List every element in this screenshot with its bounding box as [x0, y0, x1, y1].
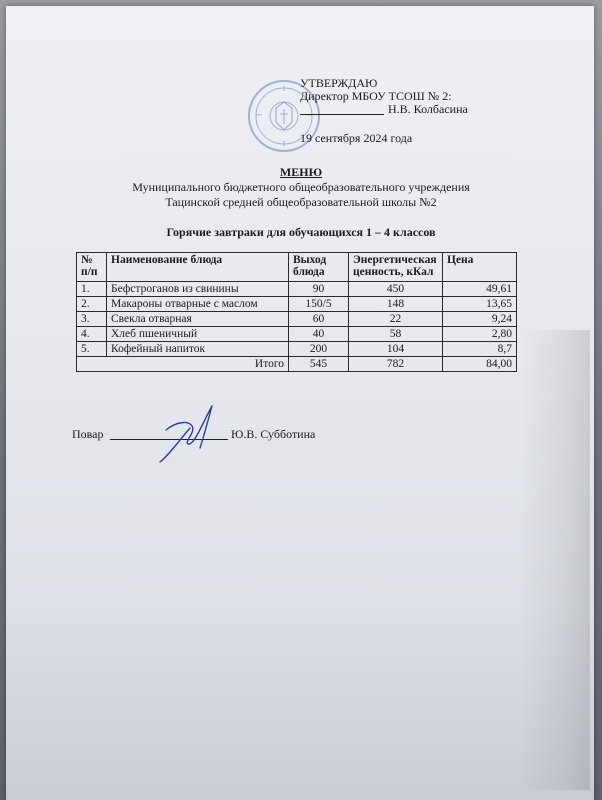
- page-title: МЕНЮ: [279, 165, 323, 179]
- total-energy: 782: [349, 357, 443, 372]
- cell-energy: 148: [349, 297, 443, 312]
- table-row: [77, 342, 517, 357]
- cell-name: Бефстроганов из свинины: [107, 282, 289, 297]
- cell-price: 9,24: [443, 312, 517, 327]
- header-num-line2: п/п: [81, 266, 98, 278]
- header-energy-line2: ценность, кКал: [353, 266, 434, 278]
- cell-yield: 60: [289, 312, 349, 327]
- header-num-line1: №: [81, 254, 93, 266]
- cook-signature-icon: [148, 398, 228, 468]
- cell-yield: 200: [289, 342, 349, 357]
- table-row: [77, 297, 517, 312]
- cell-price: 13,65: [443, 297, 517, 312]
- cell-yield: 90: [289, 282, 349, 297]
- total-yield: 545: [289, 357, 349, 372]
- total-price: 84,00: [443, 357, 517, 372]
- cell-name: Макароны отварные с маслом: [107, 297, 289, 312]
- cell-num: 2.: [77, 297, 107, 312]
- approval-date: 19 сентября 2024 года: [300, 131, 413, 145]
- cell-price: 2,80: [443, 327, 517, 342]
- total-label: Итого: [77, 357, 289, 372]
- header-name: Наименование блюда: [107, 253, 289, 282]
- header-price: Цена: [443, 253, 517, 282]
- menu-subtitle: Горячие завтраки для обучающихся 1 – 4 классов: [166, 225, 436, 239]
- cell-price: 49,61: [443, 282, 517, 297]
- cell-num: 3.: [77, 312, 107, 327]
- paper-fold-shadow: [520, 330, 590, 790]
- cell-name: Хлеб пшеничный: [107, 327, 289, 342]
- cell-name: Свекла отварная: [107, 312, 289, 327]
- director-sign-line: [300, 114, 384, 115]
- header-yield-line2: блюда: [293, 266, 325, 278]
- table-row: [77, 327, 517, 342]
- approval-title: УТВЕРЖДАЮ: [300, 76, 378, 90]
- org-line-2: Тацинской средней общеобразовательной школы №2: [165, 195, 437, 209]
- table-row: [77, 312, 517, 327]
- cell-price: 8,7: [443, 342, 517, 357]
- approval-name: Н.В. Колбасина: [388, 102, 468, 116]
- menu-table: [76, 252, 517, 372]
- header-energy: [349, 253, 443, 282]
- cell-energy: 58: [349, 327, 443, 342]
- table-header-row: [77, 253, 517, 282]
- cell-num: 1.: [77, 282, 107, 297]
- cook-name: Ю.В. Субботина: [231, 427, 316, 441]
- table-row: [77, 282, 517, 297]
- approval-position: Директор МБОУ ТСОШ № 2:: [300, 89, 452, 103]
- header-num: [77, 253, 107, 282]
- header-yield-line1: Выход: [293, 254, 327, 266]
- cell-energy: 450: [349, 282, 443, 297]
- cell-num: 4.: [77, 327, 107, 342]
- org-line-1: Муниципального бюджетного общеобразовательного учреждения: [132, 180, 470, 194]
- cell-name: Кофейный напиток: [107, 342, 289, 357]
- header-yield: [289, 253, 349, 282]
- cell-yield: 40: [289, 327, 349, 342]
- cell-num: 5.: [77, 342, 107, 357]
- table-total-row: [77, 357, 517, 372]
- cook-label: Повар: [72, 427, 104, 441]
- cell-yield: 150/5: [289, 297, 349, 312]
- header-energy-line1: Энергетическая: [353, 254, 437, 266]
- cell-energy: 22: [349, 312, 443, 327]
- cell-energy: 104: [349, 342, 443, 357]
